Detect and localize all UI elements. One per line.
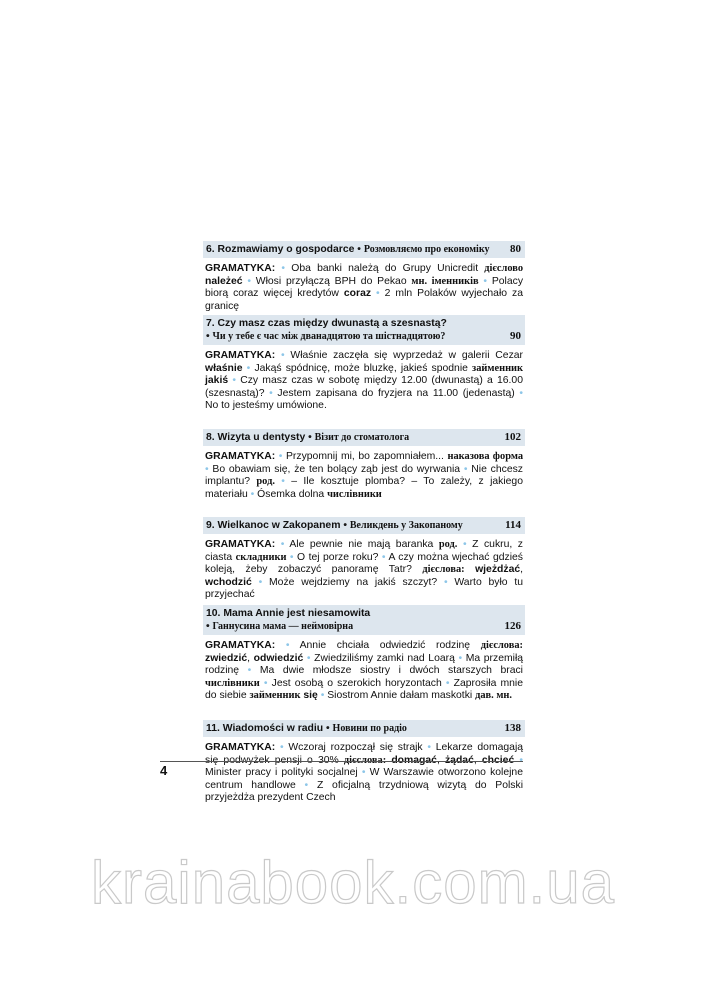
- example-sentence: Z oficjalną trzydniową wizytą do Polski przyjeżdża prezydent Czech: [205, 779, 524, 804]
- keyword: należeć: [205, 275, 243, 287]
- gram-label: GRAMATYKA:: [205, 539, 276, 550]
- grammar-term: займенник: [472, 362, 524, 374]
- example-sentence: 2 mln Polaków wyjechało za granicę: [205, 288, 523, 312]
- section-7-page: 90: [510, 330, 521, 342]
- section-9-title-uk: Великдень у Закопаному: [349, 520, 463, 531]
- section-6-grammar: GRAMATYKA: • Oba banki należą do Grupy Unicredit дієслово należeć • Włosi przyłączą BPH do Pekao мн. іменників • Polacy biorą coraz więcej kredytów coraz • 2 mln Polaków wyjechało za granicę: [205, 263, 524, 312]
- example-sentence: Czy masz czas w sobotę między 12.00 (dwunastą) a 16.00 (szesnastą)?: [205, 375, 523, 399]
- section-7-header: 7. Czy masz czas między dwunastą a szesnastą? • Чи у тебе є час між дванадцятою та шістнадцятою? 90: [203, 315, 525, 345]
- example-sentence: Nie chcesz implantu?: [205, 463, 524, 488]
- section-9-header: 9. Wielkanoc w Zakopanem • Великдень у Закопаному 114: [203, 517, 525, 534]
- example-sentence: Oba banki należą do Grupy Unicredit: [291, 263, 479, 274]
- keyword: wchodzić: [205, 576, 252, 588]
- example-sentence: W Warszawie otworzono kolejne centrum handlowe: [205, 767, 523, 791]
- keyword: jakiś: [205, 375, 229, 387]
- grammar-term: складники: [235, 551, 287, 563]
- grammar-term: род.: [256, 476, 275, 488]
- example-sentence: Właśnie zaczęła się wyprzedaż w galerii Cezar: [290, 350, 524, 361]
- footer-rule: [160, 761, 523, 762]
- example-sentence: Lekarze domagają: [435, 742, 524, 753]
- keyword: właśnie: [205, 362, 243, 374]
- section-11-page: 138: [504, 722, 521, 734]
- gram-label: GRAMATYKA:: [205, 640, 276, 651]
- example-sentence: Jakąś spódnicę, może bluzkę, jakieś spodnie: [254, 362, 468, 374]
- section-11-header: 11. Wiadomości w radiu • Новини по радіо 138: [203, 720, 525, 737]
- section-9-title-pl: 9. Wielkanoc w Zakopanem: [206, 520, 341, 531]
- example-sentence: Polacy biorą coraz więcej kredytów: [205, 275, 524, 300]
- grammar-term: дієслово: [484, 263, 524, 274]
- example-sentence: Wczoraj rozpoczął się strajk: [288, 742, 423, 753]
- section-8-title-uk: Візит до стоматолога: [314, 432, 410, 443]
- section-8-grammar: GRAMATYKA: • Przypomnij mi, bo zapomniałem... наказова форма • Bo obawiam się, że ten bolący ząb jest do wyrwania • Nie chcesz implantu? род. • – Ile kosztuje plomba? – To zależy, z jakiego materiału • Ósemka dolna числівники: [205, 451, 524, 500]
- example-sentence: Bo obawiam się, że ten bolący ząb jest do wyrwania: [212, 463, 461, 475]
- example-sentence: Zaprosiła mnie do siebie: [205, 677, 523, 702]
- section-10-grammar: GRAMATYKA: • Annie chciała odwiedzić rodzinę дієслова: zwiedzić, odwiedzić • Zwiedziliśmy zamki nad Loarą • Ma przemiłą rodzinę • Ma dwie młodsze siostry i dwóch starszych braci числівники • Jest osobą o szerokich horyzontach • Zaprosiła mnie do siebie займенник się • Siostrom Annie dałam maskotki дав. мн.: [205, 640, 524, 702]
- section-8-title-pl: 8. Wizyta u dentysty: [206, 432, 306, 443]
- section-7-title-pl: 7. Czy masz czas między dwunastą a szesnastą?: [206, 318, 447, 329]
- section-10-header: 10. Mama Annie jest niesamowita • Ганнусина мама — неймовірна 126: [203, 605, 525, 635]
- example-sentence: Siostrom Annie dałam maskotki: [327, 690, 473, 702]
- section-11-grammar: GRAMATYKA: • Wczoraj rozpoczął się strajk • Lekarze domagają Minister pracy i polityki socjalnej • W Warszawie otworzono kolejne centrum handlowe • Z oficjalną trzydniową wizytą do Polski przyjeżdża prezydent Czech: [205, 742, 524, 804]
- section-6-title-pl: 6. Rozmawiamy o gospodarce: [206, 244, 355, 255]
- keyword: się: [303, 690, 318, 702]
- example-sentence: Jestem zapisana do fryzjera na 11.00 (jedenastą): [277, 387, 515, 399]
- grammar-term: займенник: [249, 690, 301, 702]
- gram-label: GRAMATYKA:: [205, 263, 276, 274]
- gram-label: GRAMATYKA:: [205, 350, 276, 361]
- example-sentence: Warto było tu przyjechać: [205, 576, 524, 601]
- grammar-term: дієслова:: [480, 640, 524, 651]
- watermark: krainabook.com.ua: [91, 849, 615, 916]
- page-number: 4: [160, 763, 168, 778]
- example-sentence: Minister pracy i polityki socjalnej: [205, 767, 358, 779]
- section-9-grammar: GRAMATYKA: • Ale pewnie nie mają baranka род. • Z cukru, z ciasta складники • O tej porze roku? • A czy można wjechać gdzieś koleją, żeby zobaczyć panoramę Tatr? дієслова: wjeżdżać, wchodzić • Może wejdziemy na jakiś szczyt? • Warto było tu przyjechać: [205, 539, 524, 601]
- keyword: odwiedzić: [253, 652, 304, 664]
- example-sentence: Może wejdziemy na jakiś szczyt?: [269, 576, 438, 588]
- example-sentence: Przypomnij mi, bo zapomniałem...: [286, 451, 444, 462]
- example-sentence: Ma przemiłą rodzinę: [205, 652, 524, 677]
- section-8-page: 102: [504, 431, 521, 443]
- example-sentence: Ma dwie młodsze siostry i dwóch starszych braci: [259, 665, 523, 677]
- section-7-title-uk: Чи у тебе є час між дванадцятою та шістнадцятою?: [212, 331, 446, 342]
- grammar-term: род.: [438, 539, 458, 550]
- section-6-page: 80: [510, 243, 521, 255]
- grammar-term: наказова форма: [447, 451, 524, 462]
- grammar-term: дав. мн.: [475, 690, 513, 702]
- example-sentence: Włosi przyłączą BPH do Pekao: [255, 275, 407, 287]
- example-sentence: Ósemka dolna: [257, 488, 325, 500]
- grammar-term: числівники: [205, 677, 260, 689]
- example-sentence: Jest osobą o szerokich horyzontach: [271, 677, 442, 689]
- section-11-title-pl: 11. Wiadomości w radiu: [206, 723, 324, 734]
- example-sentence: Zwiedziliśmy zamki nad Loarą: [314, 652, 455, 664]
- grammar-term: мн. іменників: [411, 275, 479, 287]
- grammar-term: дієслова:: [422, 564, 465, 576]
- section-7-grammar: GRAMATYKA: • Właśnie zaczęła się wyprzedaż w galerii Cezar właśnie • Jakąś spódnicę, może bluzkę, jakieś spodnie займенник jakiś • Czy masz czas w sobotę między 12.00 (dwunastą) a 16.00 (szesnastą)? • Jestem zapisana do fryzjera na 11.00 (jedenastą) • No to jesteśmy umówione.: [205, 350, 524, 412]
- section-10-title-pl: 10. Mama Annie jest niesamowita: [206, 608, 371, 619]
- gram-label: GRAMATYKA:: [205, 742, 276, 753]
- keyword: wjeżdżać: [475, 564, 521, 576]
- grammar-term: числівники: [327, 488, 382, 500]
- table-of-contents: [203, 236, 525, 805]
- section-11-title-uk: Новини по радіо: [332, 723, 407, 734]
- section-8-header: 8. Wizyta u dentysty • Візит до стоматолога 102: [203, 429, 525, 446]
- section-6-title-uk: Розмовляємо про економіку: [363, 244, 490, 255]
- keyword: coraz: [343, 288, 372, 300]
- example-sentence: O tej porze roku?: [297, 551, 379, 563]
- example-sentence: Annie chciała odwiedzić rodzinę: [299, 640, 471, 651]
- example-sentence: A czy można wjechać gdzieś koleją, żeby zobaczyć panoramę Tatr?: [205, 551, 523, 576]
- example-sentence: No to jesteśmy umówione.: [205, 400, 327, 412]
- section-10-title-uk: Ганнусина мама — неймовірна: [212, 621, 354, 632]
- section-10-page: 126: [504, 620, 521, 632]
- section-9-page: 114: [505, 519, 521, 531]
- keyword: zwiedzić: [205, 652, 248, 664]
- example-sentence: Z cukru, z ciasta: [205, 539, 523, 563]
- example-sentence: – Ile kosztuje plomba? – To zależy, z jakiego materiału: [205, 476, 523, 500]
- section-6-header: 6. Rozmawiamy o gospodarce • Розмовляємо про економіку 80: [203, 241, 525, 258]
- example-sentence: Ale pewnie nie mają baranka: [289, 539, 434, 550]
- gram-label: GRAMATYKA:: [205, 451, 276, 462]
